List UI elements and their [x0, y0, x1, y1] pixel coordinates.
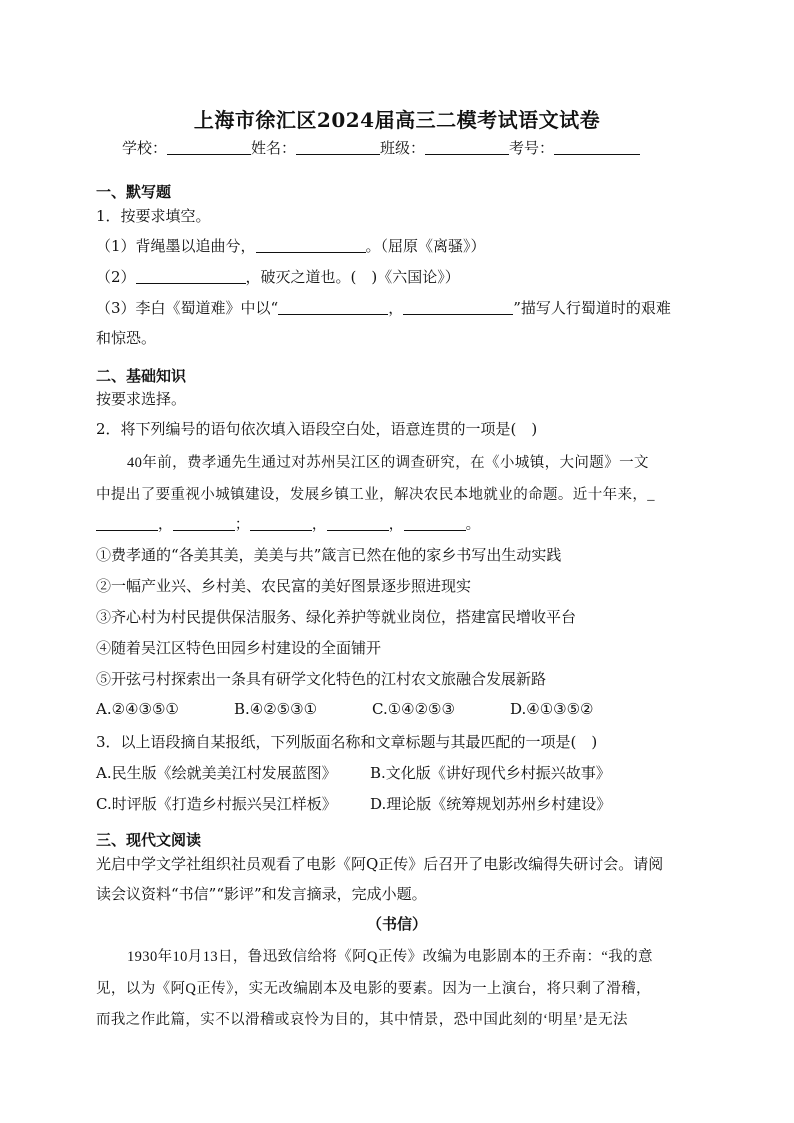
passage-punct-3: ， [311, 517, 327, 533]
question-3: 3．以上语段摘自某报纸，下列版面名称和文章标题与其最匹配的一项是( ) [96, 733, 598, 751]
passage-punct-2: ； [234, 517, 250, 533]
q3-option-a[interactable]: A.民生版《绘就美美江村发展蓝图》 [96, 764, 337, 782]
fill-blank-1[interactable] [256, 238, 366, 253]
page-title: 上海市徐汇区2024届高三二模考试语文试卷 [193, 108, 601, 132]
letter-line-2: 见，以为《阿Q正传》，实无改编剧本及电影的要素。因为一上演台，将只剩了滑稽， [96, 981, 651, 997]
name-label: 姓名： [251, 139, 297, 157]
number-label: 考号： [509, 139, 555, 157]
option-c[interactable]: C.①④②⑤③ [372, 700, 455, 718]
fill-line-3 [96, 297, 671, 318]
passage-punct-5: 。 [465, 517, 481, 533]
section-heading-3: 三、现代文阅读 [96, 831, 202, 849]
fill-line-2 [96, 266, 460, 287]
fill-line-2-text-a: （2） [96, 268, 136, 286]
passage-line-2: 中提出了要重视小城镇建设，发展乡镇工业，解决农民本地就业的命题。近十年来，_ [96, 487, 655, 503]
fill-line-3-cont: 和惊恐。 [96, 329, 157, 347]
fill-line-3-text-c: ”描写人行蜀道时的艰难 [513, 299, 671, 317]
fill-line-3-text-a: （3）李白《蜀道难》中以“ [96, 299, 279, 317]
school-label: 学校： [122, 139, 168, 157]
passage-punct-1: ， [158, 517, 173, 533]
fill-blank-3a[interactable] [278, 300, 388, 315]
sentence-4: ④随着吴江区特色田园乡村建设的全面铺开 [96, 639, 382, 657]
q3-option-d[interactable]: D.理论版《统筹规划苏州乡村建设》 [370, 795, 612, 813]
number-blank[interactable] [554, 140, 640, 155]
sentence-2: ②一幅产业兴、乡村美、农民富的美好图景逐步照进现实 [96, 577, 472, 595]
question-2-options [96, 700, 594, 718]
question-1: 1．按要求填空。 [96, 207, 211, 225]
fill-blank-3b[interactable] [403, 300, 513, 315]
passage-blank-5[interactable] [404, 516, 466, 531]
q3-option-b[interactable]: B.文化版《讲好现代乡村振兴故事》 [370, 764, 611, 782]
fill-line-2-text-b: ，破灭之道也。( )《六国论》） [245, 268, 460, 286]
passage-line-3 [96, 513, 481, 534]
fill-line-1-text-a: （1）背绳墨以追曲兮， [96, 237, 256, 255]
class-blank[interactable] [425, 140, 509, 155]
fill-blank-2[interactable] [136, 269, 246, 284]
section-3-intro-2: 读会议资料“书信”“影评”和发言摘录，完成小题。 [96, 885, 427, 903]
section-3-intro-1: 光启中学文学社组织社员观看了电影《阿Q正传》后召开了电影改编得失研讨会。请阅 [96, 855, 664, 873]
option-b[interactable]: B.④②⑤③① [234, 700, 318, 718]
passage-blank-2[interactable] [173, 516, 235, 531]
class-label: 班级： [380, 139, 426, 157]
fill-line-3-text-b: ， [388, 299, 404, 317]
letter-line-1: 1930年10月13日，鲁迅致信给将《阿Q正传》改编为电影剧本的王乔南：“我的意 [127, 949, 653, 965]
question-3-options-row-1 [96, 762, 611, 783]
question-3-options-row-2 [96, 793, 611, 814]
section-heading-1: 一、默写题 [96, 183, 172, 201]
fill-line-1 [96, 235, 486, 256]
fill-line-1-text-b: 。（屈原《离骚》） [365, 237, 486, 255]
passage-blank-3[interactable] [250, 516, 312, 531]
letter-title: （书信） [366, 915, 427, 933]
passage-line-1: 40年前，费孝通先生通过对苏州吴江区的调查研究，在《小城镇，大问题》一文 [127, 455, 649, 471]
student-info-row [122, 137, 640, 158]
q3-option-c[interactable]: C.时评版《打造乡村振兴吴江样板》 [96, 795, 337, 813]
section-heading-2: 二、基础知识 [96, 367, 187, 385]
section-2-intro: 按要求选择。 [96, 390, 187, 408]
passage-blank-4[interactable] [327, 516, 389, 531]
question-2: 2．将下列编号的语句依次填入语段空白处，语意连贯的一项是( ) [96, 420, 538, 438]
passage-blank-1[interactable] [96, 516, 158, 531]
sentence-1: ①费孝通的“各美其美，美美与共”箴言已然在他的家乡书写出生动实践 [96, 546, 562, 564]
letter-line-3: 而我之作此篇，实不以滑稽或哀怜为目的，其中情景，恐中国此刻的‘明星’是无法 [96, 1012, 628, 1028]
option-a[interactable]: A.②④③⑤① [96, 700, 179, 718]
name-blank[interactable] [296, 140, 380, 155]
option-d[interactable]: D.④①③⑤② [510, 700, 594, 718]
sentence-5: ⑤开弦弓村探索出一条具有研学文化特色的江村农文旅融合发展新路 [96, 670, 547, 688]
passage-punct-4: ， [388, 517, 404, 533]
school-blank[interactable] [167, 140, 251, 155]
sentence-3: ③齐心村为村民提供保洁服务、绿化养护等就业岗位，搭建富民增收平台 [96, 608, 577, 626]
